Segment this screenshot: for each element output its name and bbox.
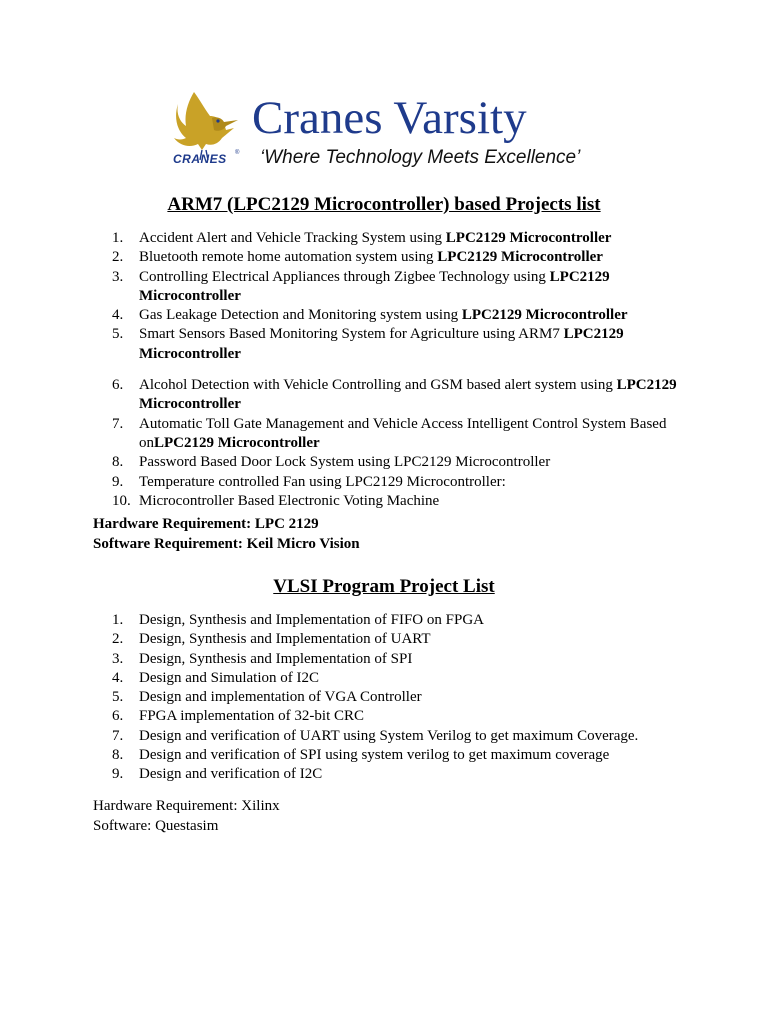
- registered-mark: ®: [235, 150, 240, 156]
- list-item: [0, 453, 768, 472]
- list-item-text: Design and Simulation of I2C: [139, 669, 319, 686]
- list-item-text: Bluetooth remote home automation system using: [139, 249, 438, 266]
- list-item-number: 3.: [112, 268, 124, 285]
- list-item: [0, 765, 768, 784]
- vlsi-software-requirement: Software: Questasim: [93, 817, 219, 834]
- vlsi-hardware-requirement: Hardware Requirement: Xilinx: [93, 798, 280, 814]
- list-item: [0, 268, 768, 307]
- list-item-number: 4.: [112, 669, 124, 686]
- list-item-text: Alcohol Detection with Vehicle Controlling and GSM based alert system using: [139, 377, 617, 394]
- list-item-number: 5.: [112, 326, 124, 343]
- list-item: [0, 415, 768, 454]
- list-item-number: 8.: [112, 454, 124, 471]
- arm-projects-title: ARM7 (LPC2129 Microcontroller) based Projects list: [167, 194, 601, 215]
- list-item-number: 5.: [112, 689, 124, 706]
- list-item-text: Design, Synthesis and Implementation of SPI: [139, 650, 413, 667]
- list-item-bold-text: LPC2129 Microcontroller: [154, 434, 320, 451]
- list-item: [0, 492, 768, 511]
- list-item: [0, 611, 768, 630]
- list-item: [0, 473, 768, 492]
- arm-projects-list: [0, 229, 768, 511]
- list-item-bold-text: LPC2129 Microcontroller: [437, 249, 603, 266]
- vlsi-requirements: [93, 797, 280, 836]
- list-item-text: Smart Sensors Based Monitoring System for Agriculture using ARM7: [139, 326, 564, 343]
- list-item-bold-text: LPC2129 Microcontroller: [461, 307, 628, 324]
- list-item-text: Automatic Toll Gate Management and Vehicle Access Intelligent Control System Based on: [139, 415, 667, 451]
- list-item: [0, 650, 768, 669]
- list-item-number: 1.: [112, 612, 124, 628]
- list-item: [0, 688, 768, 707]
- list-item-bold-text: LPC2129 Microcontroller: [139, 268, 610, 304]
- list-item-number: 2.: [112, 249, 124, 266]
- arm-requirements: [93, 515, 360, 554]
- list-item-number: 6.: [112, 377, 124, 394]
- list-item: [0, 376, 768, 415]
- list-item-number: 1.: [112, 230, 124, 246]
- list-item-bold-text: LPC2129 Microcontroller: [139, 326, 624, 362]
- list-item-text: Design, Synthesis and Implementation of FIFO on FPGA: [139, 612, 484, 628]
- list-item-number: 2.: [112, 631, 124, 648]
- list-item-number: 7.: [112, 727, 124, 744]
- cranes-mark-text: CRANES: [173, 152, 227, 166]
- list-item-number: 8.: [112, 747, 124, 764]
- list-item-number: 9.: [112, 766, 124, 783]
- brand-name: Cranes Varsity: [252, 92, 527, 144]
- list-item: [0, 229, 768, 248]
- list-item-text: Accident Alert and Vehicle Tracking System using: [139, 230, 446, 246]
- list-item-text: Design and verification of I2C: [139, 766, 323, 783]
- list-item-number: 9.: [112, 473, 124, 490]
- list-item-text: Microcontroller Based Electronic Voting Machine: [139, 492, 440, 509]
- list-item: [0, 325, 768, 364]
- list-item: [0, 746, 768, 765]
- list-item-text: Controlling Electrical Appliances through Zigbee Technology using: [139, 268, 550, 285]
- list-item-text: Password Based Door Lock System using LPC2129 Microcontroller: [139, 454, 551, 471]
- arm-software-requirement: Software Requirement: Keil Micro Vision: [93, 535, 360, 552]
- list-item-text: Design and implementation of VGA Controller: [139, 689, 422, 706]
- list-item-text: Temperature controlled Fan using LPC2129 Microcontroller:: [139, 473, 506, 490]
- list-item: [0, 306, 768, 325]
- list-item: [0, 707, 768, 726]
- list-item-number: 4.: [112, 307, 124, 324]
- arm-hardware-requirement: Hardware Requirement: LPC 2129: [93, 516, 319, 532]
- list-item-bold-text: LPC2129 Microcontroller: [139, 377, 677, 413]
- list-item-number: 7.: [112, 415, 124, 432]
- cranes-varsity-logo: [172, 88, 612, 178]
- list-item-number: 10.: [112, 492, 131, 509]
- brand-tagline: ‘Where Technology Meets Excellence’: [260, 147, 581, 168]
- list-item-text: Design and verification of UART using System Verilog to get maximum Coverage.: [139, 727, 639, 744]
- list-item-text: FPGA implementation of 32-bit CRC: [139, 708, 365, 725]
- list-item: [0, 630, 768, 649]
- list-item-text: Design, Synthesis and Implementation of UART: [139, 631, 431, 648]
- list-item: [0, 669, 768, 688]
- list-item-bold-text: LPC2129 Microcontroller: [445, 230, 612, 246]
- vlsi-projects-title: VLSI Program Project List: [273, 576, 495, 597]
- vlsi-projects-list: [0, 611, 768, 785]
- list-item: [0, 248, 768, 267]
- list-item-number: 3.: [112, 650, 124, 667]
- list-item-text: Gas Leakage Detection and Monitoring system using: [139, 307, 462, 324]
- list-item-number: 6.: [112, 708, 124, 725]
- list-item: [0, 727, 768, 746]
- list-item-text: Design and verification of SPI using system verilog to get maximum coverage: [139, 747, 610, 764]
